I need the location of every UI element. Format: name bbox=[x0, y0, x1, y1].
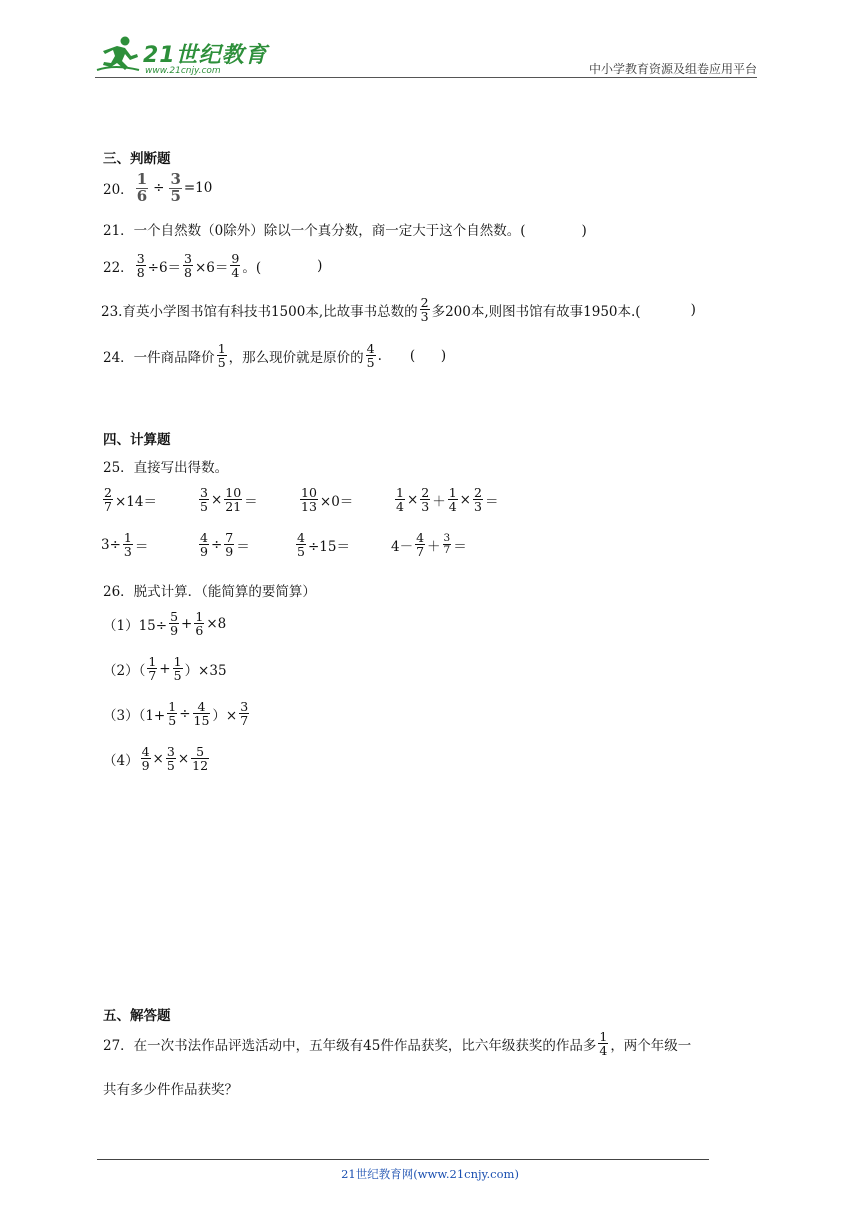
footer-divider bbox=[97, 1159, 709, 1160]
section-3-title: 三、判断题 bbox=[103, 151, 171, 167]
fraction: $\frac{3}{7}$ bbox=[240, 699, 249, 729]
fraction: $\frac{2}{7}$ bbox=[104, 485, 112, 515]
calc-25-d: $\frac{1}{4}$ × $\frac{2}{3}$ ＋ $\frac{1}{4}$ × $\frac{2}{3}$ ＝ bbox=[396, 485, 499, 515]
section-4-title: 四、计算题 bbox=[103, 432, 171, 448]
fraction: $\frac{9}{4}$ bbox=[231, 251, 240, 281]
fraction: $\frac{2}{3}$ bbox=[473, 485, 482, 515]
fraction: $\frac{4}{15}$ bbox=[193, 699, 210, 729]
calc-25-e: 3÷ $\frac{1}{3}$ ＝ bbox=[101, 530, 149, 560]
fraction: $\frac{10}{13}$ bbox=[301, 485, 317, 515]
fraction: $\frac{4}{9}$ bbox=[200, 530, 208, 560]
logo-url: www.21cnjy.com bbox=[145, 66, 221, 76]
calc-25-b: $\frac{3}{5}$ × $\frac{10}{21}$ ＝ bbox=[200, 485, 258, 515]
fraction: $\frac{3}{7}$ bbox=[443, 532, 451, 557]
runner-logo-icon bbox=[95, 34, 143, 76]
calc-26-4: （4） $\frac{4}{9}$ × $\frac{3}{5}$ × $\frac{5}{12}$ bbox=[103, 744, 209, 774]
fraction: $\frac{1}{6}$ bbox=[136, 170, 148, 205]
fraction: $\frac{4}{5}$ bbox=[297, 530, 305, 560]
fraction: $\frac{1}{4}$ bbox=[448, 485, 457, 515]
platform-name: 中小学教育资源及组卷应用平台 bbox=[588, 62, 757, 76]
calc-25-c: $\frac{10}{13}$ ×0＝ bbox=[301, 485, 354, 515]
calc-25-h: 4－ $\frac{4}{7}$ ＋ $\frac{3}{7}$ ＝ bbox=[391, 530, 467, 560]
fraction: $\frac{1}{4}$ bbox=[396, 485, 404, 515]
calc-25-g: $\frac{4}{5}$ ÷15＝ bbox=[297, 530, 350, 560]
fraction: $\frac{10}{21}$ bbox=[225, 485, 242, 515]
fraction: $\frac{1}{7}$ bbox=[148, 654, 157, 684]
fraction: $\frac{1}{5}$ bbox=[168, 699, 177, 729]
fraction: $\frac{3}{5}$ bbox=[200, 485, 208, 515]
question-27: 27．在一次书法作品评选活动中，五年级有45件作品获奖，比六年级获奖的作品多 $\frac{1}{4}$ ，两个年级一 bbox=[103, 1029, 692, 1059]
calc-26-3: （3）（1+ $\frac{1}{5}$ ÷ $\frac{4}{15}$ ）× $\frac{3}{7}$ bbox=[103, 699, 249, 729]
question-25: 25．直接写出得数。 bbox=[103, 460, 229, 476]
section-5-title: 五、解答题 bbox=[103, 1008, 171, 1024]
fraction: $\frac{3}{8}$ bbox=[136, 251, 145, 281]
fraction: $\frac{4}{9}$ bbox=[141, 744, 150, 774]
fraction: $\frac{4}{7}$ bbox=[416, 530, 425, 560]
calc-25-a: $\frac{2}{7}$ ×14＝ bbox=[104, 485, 157, 515]
fraction: $\frac{3}{8}$ bbox=[184, 251, 192, 281]
calc-26-2: （2）（ $\frac{1}{7}$ + $\frac{1}{5}$ ）×35 bbox=[103, 654, 227, 684]
fraction: $\frac{3}{5}$ bbox=[170, 170, 181, 205]
fraction: $\frac{2}{3}$ bbox=[420, 295, 429, 325]
fraction: $\frac{3}{5}$ bbox=[166, 744, 175, 774]
fraction: $\frac{1}{5}$ bbox=[217, 341, 226, 371]
footer-link[interactable]: 21世纪教育网(www.21cnjy.com) bbox=[341, 1167, 519, 1181]
fraction: $\frac{5}{9}$ bbox=[170, 609, 179, 639]
question-20: 20． $\frac{1}{6}$ ÷ $\frac{3}{5}$ =10 bbox=[103, 170, 213, 205]
question-21: 21．一个自然数（0除外）除以一个真分数，商一定大于这个自然数。( ) bbox=[103, 223, 587, 239]
fraction: $\frac{1}{3}$ bbox=[123, 530, 132, 560]
fraction: $\frac{5}{12}$ bbox=[192, 744, 209, 774]
question-22: 22． $\frac{3}{8}$ ÷6＝ $\frac{3}{8}$ ×6＝ $\frac{9}{4}$ 。( ) bbox=[103, 251, 323, 281]
question-23: 23.育英小学图书馆有科技书1500本,比故事书总数的 $\frac{2}{3}$ 多200本,则图书馆有故事1950本.( ) bbox=[101, 295, 696, 325]
fraction: $\frac{1}{6}$ bbox=[195, 609, 204, 639]
question-27-line2: 共有多少件作品获奖？ bbox=[103, 1082, 238, 1098]
fraction: $\frac{2}{3}$ bbox=[421, 485, 430, 515]
question-26: 26．脱式计算．（能简算的要简算） bbox=[103, 584, 316, 600]
header-divider bbox=[95, 77, 757, 78]
fraction: $\frac{4}{5}$ bbox=[366, 341, 375, 371]
fraction: $\frac{1}{5}$ bbox=[173, 654, 182, 684]
calc-25-f: $\frac{4}{9}$ ÷ $\frac{7}{9}$ ＝ bbox=[200, 530, 250, 560]
fraction: $\frac{1}{4}$ bbox=[599, 1029, 608, 1059]
logo-text: 21世纪教育 bbox=[143, 43, 268, 68]
question-24: 24．一件商品降价 $\frac{1}{5}$ ，那么现价就是原价的 $\frac{4}{5}$ . ( ) bbox=[103, 341, 447, 371]
calc-26-1: （1）15÷ $\frac{5}{9}$ + $\frac{1}{6}$ ×8 bbox=[103, 609, 227, 639]
fraction: $\frac{7}{9}$ bbox=[225, 530, 234, 560]
